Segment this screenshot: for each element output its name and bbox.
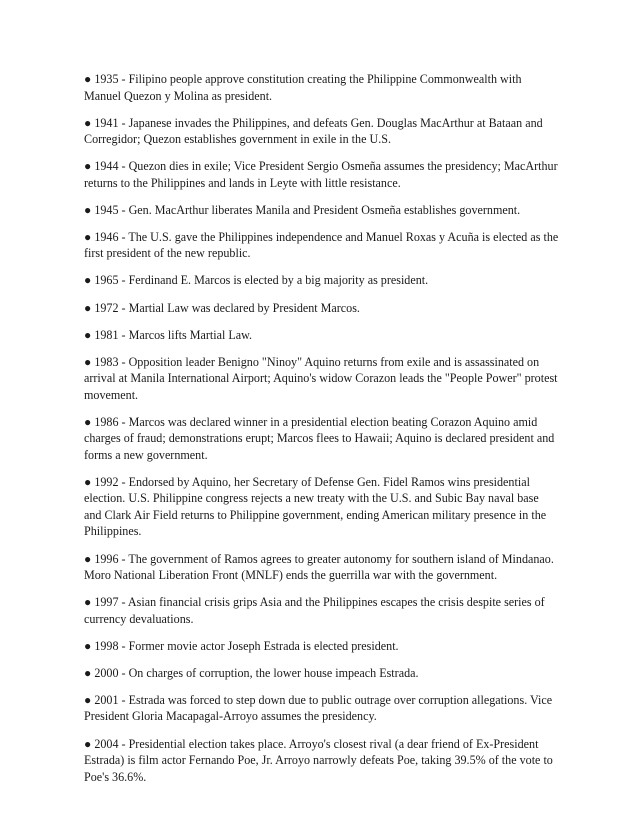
bullet-icon: ● — [84, 414, 92, 429]
timeline-entry-1935 — [84, 71, 559, 104]
timeline-entry-1996 — [84, 551, 559, 584]
timeline-entry-1997 — [84, 594, 559, 627]
entry-text: 1992 - Endorsed by Aquino, her Secretary of Defense Gen. Fidel Ramos wins presidential election. U.S. Philippine congress rejects a new treaty with the U.S. and Subic Bay naval base and Clark Air Field returns to Philippine government, ending American military presence in the Philippines. — [84, 474, 547, 539]
timeline-entry-1981 — [84, 327, 559, 344]
entry-text: 2004 - Presidential election takes place. Arroyo's closest rival (a dear friend of Ex-President Estrada) is film actor Fernando Poe, Jr. Arroyo narrowly defeats Poe, taking 39.5% of the vote to Poe's 36.6%. — [84, 736, 553, 784]
timeline-entry-2004 — [84, 736, 559, 786]
timeline-entry-1946 — [84, 229, 559, 262]
bullet-icon: ● — [84, 300, 92, 315]
bullet-icon: ● — [84, 273, 92, 288]
bullet-icon: ● — [84, 638, 92, 653]
bullet-icon: ● — [84, 72, 92, 86]
bullet-icon: ● — [84, 354, 92, 369]
timeline-entry-1986 — [84, 414, 559, 464]
entry-text: 1941 - Japanese invades the Philippines, and defeats Gen. Douglas MacArthur at Bataan and Corregidor; Quezon establishes government in exile in the U.S. — [84, 115, 543, 147]
bullet-icon: ● — [84, 229, 92, 244]
timeline-entry-2000 — [84, 665, 559, 682]
timeline-entry-1992 — [84, 474, 559, 540]
bullet-icon: ● — [84, 159, 92, 174]
bullet-icon: ● — [84, 202, 92, 217]
timeline-entry-1944 — [84, 158, 559, 191]
entry-text: 1935 - Filipino people approve constitution creating the Philippine Commonwealth with Manuel Quezon y Molina as president. — [84, 72, 522, 103]
bullet-icon: ● — [84, 595, 92, 610]
timeline-entry-2001 — [84, 692, 559, 725]
entry-text: 1946 - The U.S. gave the Philippines independence and Manuel Roxas y Acuña is elected as the first president of the new republic. — [84, 229, 559, 261]
entry-text: 1996 - The government of Ramos agrees to greater autonomy for southern island of Mindanao. Moro National Liberation Front (MNLF) ends the guerrilla war with the government. — [84, 551, 554, 583]
timeline-list — [84, 71, 559, 796]
entry-text: 2001 - Estrada was forced to step down due to public outrage over corruption allegations. Vice President Gloria Macapagal-Arroyo assumes the presidency. — [84, 692, 553, 724]
entry-text: 1997 - Asian financial crisis grips Asia and the Philippines escapes the crisis despite series of currency devaluations. — [84, 595, 545, 626]
bullet-icon: ● — [84, 736, 92, 751]
bullet-icon: ● — [84, 327, 92, 342]
entry-text: 1944 - Quezon dies in exile; Vice President Sergio Osmeña assumes the presidency; MacArthur returns to the Philippines and lands in Leyte with little resistance. — [84, 159, 558, 190]
bullet-icon: ● — [84, 551, 92, 566]
timeline-entry-1983 — [84, 354, 559, 404]
entry-text: 1965 - Ferdinand E. Marcos is elected by a big majority as president. — [94, 273, 429, 288]
entry-text: 1983 - Opposition leader Benigno "Ninoy" Aquino returns from exile and is assassinated on arrival at Manila International Airport; Aquino's widow Corazon leads the "People Power" protest movement. — [84, 354, 558, 402]
bullet-icon: ● — [84, 692, 92, 707]
entry-text: 1986 - Marcos was declared winner in a presidential election beating Corazon Aquino amid charges of fraud; demonstrations erupt; Marcos flees to Hawaii; Aquino is declared president and forms a new government. — [84, 414, 555, 462]
timeline-entry-1941 — [84, 115, 559, 148]
timeline-entry-1972 — [84, 300, 559, 317]
timeline-entry-1965 — [84, 272, 559, 289]
entry-text: 2000 - On charges of corruption, the lower house impeach Estrada. — [94, 665, 419, 680]
bullet-icon: ● — [84, 474, 92, 489]
entry-text: 1998 - Former movie actor Joseph Estrada is elected president. — [94, 638, 399, 653]
timeline-entry-1998 — [84, 638, 559, 655]
bullet-icon: ● — [84, 115, 92, 130]
entry-text: 1945 - Gen. MacArthur liberates Manila and President Osmeña establishes government. — [94, 202, 521, 217]
entry-text: 1972 - Martial Law was declared by President Marcos. — [94, 300, 360, 315]
timeline-entry-1945 — [84, 202, 559, 219]
entry-text: 1981 - Marcos lifts Martial Law. — [94, 327, 253, 342]
bullet-icon: ● — [84, 665, 92, 680]
